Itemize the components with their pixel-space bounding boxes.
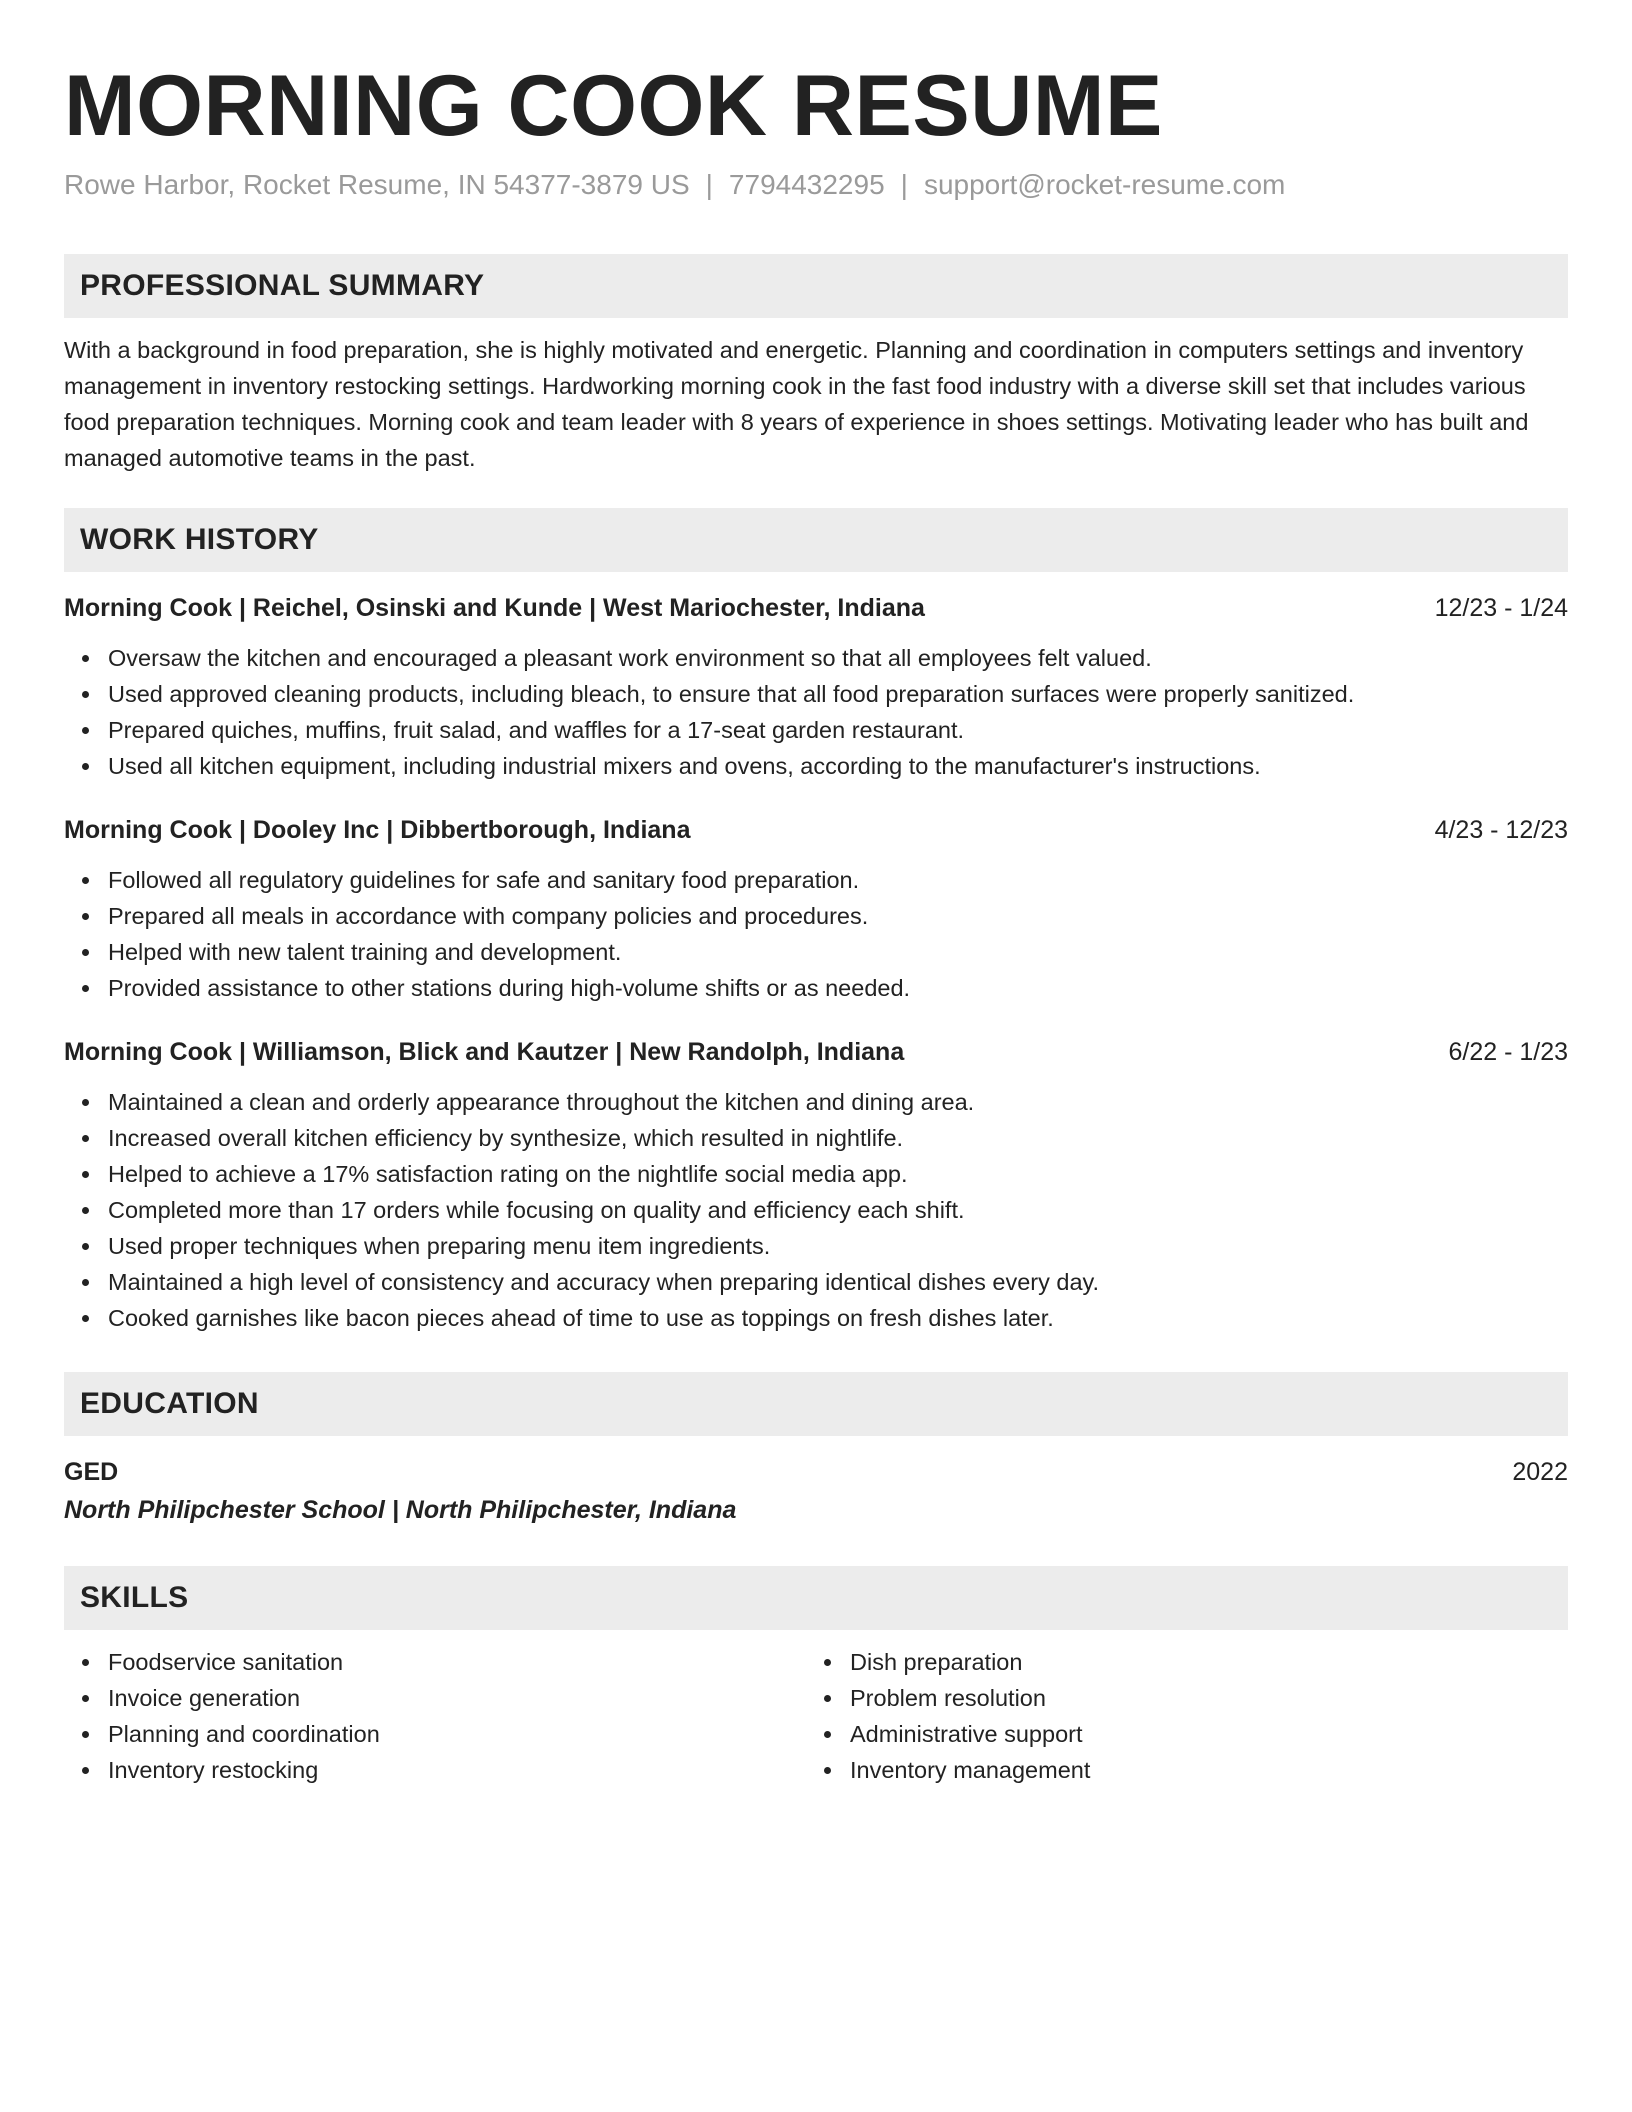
job-bullet: Helped with new talent training and development. — [108, 934, 1568, 970]
education-school: North Philipchester School | North Philipchester, Indiana — [64, 1496, 737, 1524]
skills-column-left — [64, 1644, 806, 1788]
skills-list — [806, 1644, 1548, 1788]
job-dates: 4/23 - 12/23 — [1434, 816, 1568, 844]
skill-item: Administrative support — [850, 1716, 1548, 1752]
job-heading — [64, 812, 1568, 848]
skill-item: Planning and coordination — [108, 1716, 806, 1752]
job-bullet: Increased overall kitchen efficiency by synthesize, which resulted in nightlife. — [108, 1120, 1568, 1156]
job-dates: 6/22 - 1/23 — [1448, 1038, 1568, 1066]
job-entry — [64, 590, 1568, 784]
contact-line — [64, 168, 1568, 202]
job-heading — [64, 1034, 1568, 1070]
job-bullet: Oversaw the kitchen and encouraged a pleasant work environment so that all employees felt valued. — [108, 640, 1568, 676]
skills-grid — [64, 1644, 1568, 1788]
contact-email: support@rocket-resume.com — [923, 169, 1286, 200]
job-title: Morning Cook | Williamson, Blick and Kautzer | New Randolph, Indiana — [64, 1038, 905, 1066]
job-bullet: Completed more than 17 orders while focusing on quality and efficiency each shift. — [108, 1192, 1568, 1228]
section-header-summary: PROFESSIONAL SUMMARY — [64, 254, 1568, 318]
summary-text: With a background in food preparation, she is highly motivated and energetic. Planning and coordination in computers settings and inventory management in inventory restocking settings. Hardworking morning cook in the fast food industry with a diverse skill set that includes various food preparation techniques. Morning cook and team leader with 8 years of experience in shoes settings. Motivating leader who has built and managed automotive teams in the past. — [64, 337, 1529, 471]
resume-title: MORNING COOK RESUME — [64, 58, 1163, 154]
job-title: Morning Cook | Reichel, Osinski and Kunde | West Mariochester, Indiana — [64, 594, 925, 622]
skill-item: Inventory management — [850, 1752, 1548, 1788]
skills-list — [64, 1644, 806, 1788]
contact-separator: | — [900, 169, 908, 200]
job-bullet: Prepared quiches, muffins, fruit salad, and waffles for a 17-seat garden restaurant. — [108, 712, 1568, 748]
job-bullet: Cooked garnishes like bacon pieces ahead of time to use as toppings on fresh dishes later. — [108, 1300, 1568, 1336]
job-bullet: Used proper techniques when preparing menu item ingredients. — [108, 1228, 1568, 1264]
job-bullets — [64, 1084, 1568, 1336]
job-bullets — [64, 862, 1568, 1006]
job-bullet: Maintained a clean and orderly appearance throughout the kitchen and dining area. — [108, 1084, 1568, 1120]
job-bullet: Helped to achieve a 17% satisfaction rating on the nightlife social media app. — [108, 1156, 1568, 1192]
education-degree: GED — [64, 1458, 119, 1486]
section-header-work-history: WORK HISTORY — [64, 508, 1568, 572]
contact-phone: 7794432295 — [728, 169, 885, 200]
job-bullet: Used approved cleaning products, including bleach, to ensure that all food preparation surfaces were properly sanitized. — [108, 676, 1568, 712]
contact-separator: | — [705, 169, 713, 200]
resume-page — [64, 56, 1568, 1788]
section-header-education: EDUCATION — [64, 1372, 1568, 1436]
education-entry — [64, 1454, 1568, 1490]
job-bullet: Followed all regulatory guidelines for safe and sanitary food preparation. — [108, 862, 1568, 898]
job-bullet: Used all kitchen equipment, including industrial mixers and ovens, according to the manufacturer's instructions. — [108, 748, 1568, 784]
job-bullet: Prepared all meals in accordance with company policies and procedures. — [108, 898, 1568, 934]
job-heading — [64, 590, 1568, 626]
job-title: Morning Cook | Dooley Inc | Dibbertborough, Indiana — [64, 816, 691, 844]
job-bullet: Provided assistance to other stations during high-volume shifts or as needed. — [108, 970, 1568, 1006]
skill-item: Foodservice sanitation — [108, 1644, 806, 1680]
skill-item: Problem resolution — [850, 1680, 1548, 1716]
skill-item: Dish preparation — [850, 1644, 1548, 1680]
job-dates: 12/23 - 1/24 — [1434, 594, 1568, 622]
contact-address: Rowe Harbor, Rocket Resume, IN 54377-3879 US — [64, 169, 690, 200]
section-header-skills: SKILLS — [64, 1566, 1568, 1630]
job-entry — [64, 1034, 1568, 1336]
education-year: 2022 — [1512, 1458, 1568, 1486]
skill-item: Inventory restocking — [108, 1752, 806, 1788]
job-entry — [64, 812, 1568, 1006]
job-bullets — [64, 640, 1568, 784]
skill-item: Invoice generation — [108, 1680, 806, 1716]
job-bullet: Maintained a high level of consistency and accuracy when preparing identical dishes every day. — [108, 1264, 1568, 1300]
skills-column-right — [806, 1644, 1548, 1788]
